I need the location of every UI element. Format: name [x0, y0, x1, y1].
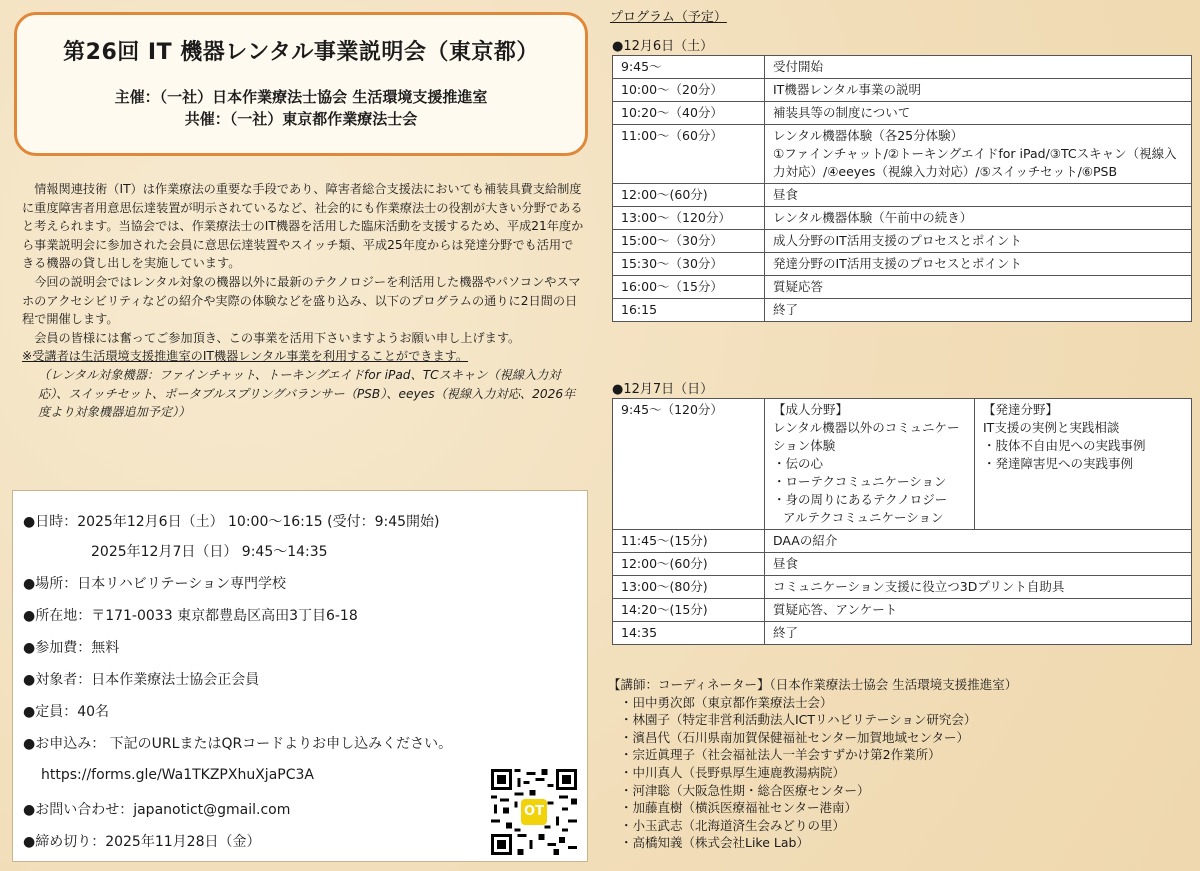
day1-schedule-table — [612, 55, 1192, 322]
day2-schedule-table — [612, 398, 1192, 645]
table-row — [613, 276, 1192, 299]
info-deadline: ●締め切り：2025年11月28日（金） — [23, 834, 261, 850]
title-box — [14, 12, 588, 156]
time-cell: 14:35 — [613, 622, 765, 645]
content-cell: レンタル機器体験（午前中の続き） — [765, 207, 1192, 230]
page-title: 第26回 IT 機器レンタル事業説明会（東京都） — [63, 40, 539, 65]
time-cell: 9:45〜 — [613, 56, 765, 79]
table-row — [613, 207, 1192, 230]
time-cell: 13:00〜（120分） — [613, 207, 765, 230]
content-cell: 昼食 — [765, 553, 1192, 576]
content-cell: 補装具等の制度について — [765, 102, 1192, 125]
time-cell: 16:15 — [613, 299, 765, 322]
lecturer-item: ・濱昌代（石川県南加賀保健福祉センター加賀地域センター） — [620, 729, 970, 745]
intro-paragraph-2: 今回の説明会ではレンタル対象の機器以外に最新のテクノロジーを利活用した機器やパソコンやスマホのアクセシビリティなどの紹介や実際の体験などを盛り込み、以下のプログラムの通りに2日間の日程で開催します。 — [22, 274, 581, 327]
adult-track-cell — [765, 399, 975, 530]
lecturer-item: ・宗近眞理子（社会福祉法人一羊会すずかけ第2作業所） — [620, 747, 941, 763]
time-cell: 12:00〜(60分) — [613, 184, 765, 207]
table-row — [613, 125, 1192, 184]
intro-paragraph-1: 情報関連技術（IT）は作業療法の重要な手段であり、障害者総合支援法においても補装具費支給制度に重度障害者用意思伝達装置が明示されているなど、社会的にも作業療法士の役割が大きい分野であると考えられます。当協会では、作業療法士のIT機器を活用した臨床活動を支援するため、平成21年度から事業説明会に参加された会員に意思伝達装置やスイッチ類、平成25年度からは発達分野でも活用できる機器の貸し出しを実施しています。 — [22, 182, 584, 271]
time-cell: 9:45〜（120分） — [613, 399, 765, 530]
adult-track-line: レンタル機器以外のコミュニケーション体験 — [773, 420, 960, 453]
content-cell: 発達分野のIT活用支援のプロセスとポイント — [765, 253, 1192, 276]
lecturer-item: ・河津聡（大阪急性期・総合医療センター） — [620, 782, 870, 798]
table-row — [613, 79, 1192, 102]
dev-track-line: ・肢体不自由児への実践事例 — [983, 438, 1146, 453]
application-url-link[interactable]: https://forms.gle/Wa1TKZPXhuXjaPC3A — [41, 767, 314, 783]
content-cell: 質疑応答 — [765, 276, 1192, 299]
organizer: 主催：（一社）日本作業療法士協会 生活環境支援推進室 — [114, 88, 488, 106]
info-target: ●対象者：日本作業療法士協会正会員 — [23, 672, 260, 688]
intro-paragraph-3: 会員の皆様には奮ってご参加頂き、この事業を活用下さいますようお願い申し上げます。 — [34, 330, 521, 345]
lecturer-item: ・小玉武志（北海道済生会みどりの里） — [620, 817, 846, 833]
time-cell: 15:30〜（30分） — [613, 253, 765, 276]
content-cell: 終了 — [765, 622, 1192, 645]
co-organizer: 共催：（一社）東京都作業療法士会 — [184, 110, 418, 128]
dev-track-heading: 【発達分野】 — [983, 402, 1059, 417]
table-row — [613, 530, 1192, 553]
table-row — [613, 576, 1192, 599]
table-row — [613, 299, 1192, 322]
time-cell: 12:00〜(60分) — [613, 553, 765, 576]
info-capacity: ●定員：40名 — [23, 704, 110, 720]
day2-title: ●12月7日（日） — [612, 382, 714, 397]
adult-track-line: ・ローテクコミュニケーション — [773, 474, 947, 489]
rental-note-detail: （レンタル対象機器：ファインチャット、トーキングエイドfor iPad、TCスキャン（視線入力対応）、スイッチセット、ポータブルスプリングバランサー（PSB）、eeyes（視線入力対応、2026年度より対象機器追加予定）） — [38, 367, 576, 420]
rental-device-list: ①ファインチャット/②トーキングエイドfor iPad/③TCスキャン（視線入力対応）/④eeyes（視線入力対応）/⑤スイッチセット/⑥PSB — [773, 146, 1177, 179]
lecturer-item: ・田中勇次郎（東京都作業療法士会） — [620, 694, 833, 710]
day1-title: ●12月6日（土） — [612, 39, 714, 54]
qr-ot-logo: OT — [521, 799, 547, 825]
info-date-1: ●日時：2025年12月6日（土） 10:00〜16:15 (受付：9:45開始) — [23, 514, 440, 530]
content-cell: 質疑応答、アンケート — [765, 599, 1192, 622]
info-date-2: 2025年12月7日（日） 9:45〜14:35 — [91, 544, 328, 560]
info-address: ●所在地：〒171-0033 東京都豊島区高田3丁目6-18 — [23, 608, 358, 624]
adult-track-line: ・身の周りにあるテクノロジー — [773, 492, 948, 507]
time-cell: 10:20〜（40分） — [613, 102, 765, 125]
table-row — [613, 230, 1192, 253]
program-title: プログラム（予定） — [610, 10, 727, 25]
lecturer-item: ・中川真人（長野県厚生連鹿教湯病院） — [620, 764, 846, 780]
table-row — [613, 56, 1192, 79]
lecturer-item: ・林園子（特定非営利活動法人ICTリハビリテーション研究会） — [620, 712, 977, 728]
info-apply: ●お申込み： 下記のURLまたはQRコードよりお申し込みください。 — [23, 736, 453, 752]
time-cell: 10:00〜（20分） — [613, 79, 765, 102]
dev-track-line: IT支援の実例と実践相談 — [983, 420, 1120, 435]
lecturers-heading: 【講師：コーディネーター】（日本作業療法士協会 生活環境支援推進室） — [608, 677, 1018, 692]
intro-text — [22, 180, 584, 422]
table-row — [613, 622, 1192, 645]
adult-track-heading: 【成人分野】 — [773, 402, 849, 417]
table-row — [613, 102, 1192, 125]
time-cell: 11:45〜(15分) — [613, 530, 765, 553]
table-row — [613, 399, 1192, 530]
content-cell: DAAの紹介 — [765, 530, 1192, 553]
time-cell: 14:20〜(15分) — [613, 599, 765, 622]
table-row — [613, 253, 1192, 276]
adult-track-line: ・伝の心 — [773, 456, 824, 471]
content-cell: 受付開始 — [765, 56, 1192, 79]
dev-track-line: ・発達障害児への実践事例 — [983, 456, 1134, 471]
content-cell: コミュニケーション支援に役立つ3Dプリント自助具 — [765, 576, 1192, 599]
info-contact: ●お問い合わせ：japanotict@gmail.com — [23, 802, 291, 818]
table-row — [613, 553, 1192, 576]
info-venue: ●場所：日本リハビリテーション専門学校 — [23, 576, 286, 592]
table-row — [613, 599, 1192, 622]
content-cell: IT機器レンタル事業の説明 — [765, 79, 1192, 102]
qr-code[interactable] — [491, 769, 577, 855]
time-cell: 13:00〜(80分) — [613, 576, 765, 599]
table-row — [613, 184, 1192, 207]
time-cell: 15:00〜（30分） — [613, 230, 765, 253]
time-cell: 16:00〜（15分） — [613, 276, 765, 299]
lecturer-item: ・高橋知義（株式会社Like Lab） — [620, 835, 809, 851]
time-cell: 11:00〜（60分） — [613, 125, 765, 184]
lecturer-item: ・加藤直樹（横浜医療福祉センター港南） — [620, 800, 858, 816]
adult-track-line: アルテクコミュニケーション — [783, 510, 944, 525]
content-cell: 昼食 — [765, 184, 1192, 207]
rental-experience-title: レンタル機器体験（各25分体験） — [773, 128, 964, 143]
content-cell: 成人分野のIT活用支援のプロセスとポイント — [765, 230, 1192, 253]
info-box — [12, 490, 588, 862]
lecturers-section — [608, 676, 1017, 852]
info-fee: ●参加費：無料 — [23, 640, 120, 656]
rental-note: ※受講者は生活環境支援推進室のIT機器レンタル事業を利用することができます。 — [22, 349, 469, 364]
content-cell — [765, 125, 1192, 184]
dev-track-cell — [975, 399, 1192, 530]
content-cell: 終了 — [765, 299, 1192, 322]
